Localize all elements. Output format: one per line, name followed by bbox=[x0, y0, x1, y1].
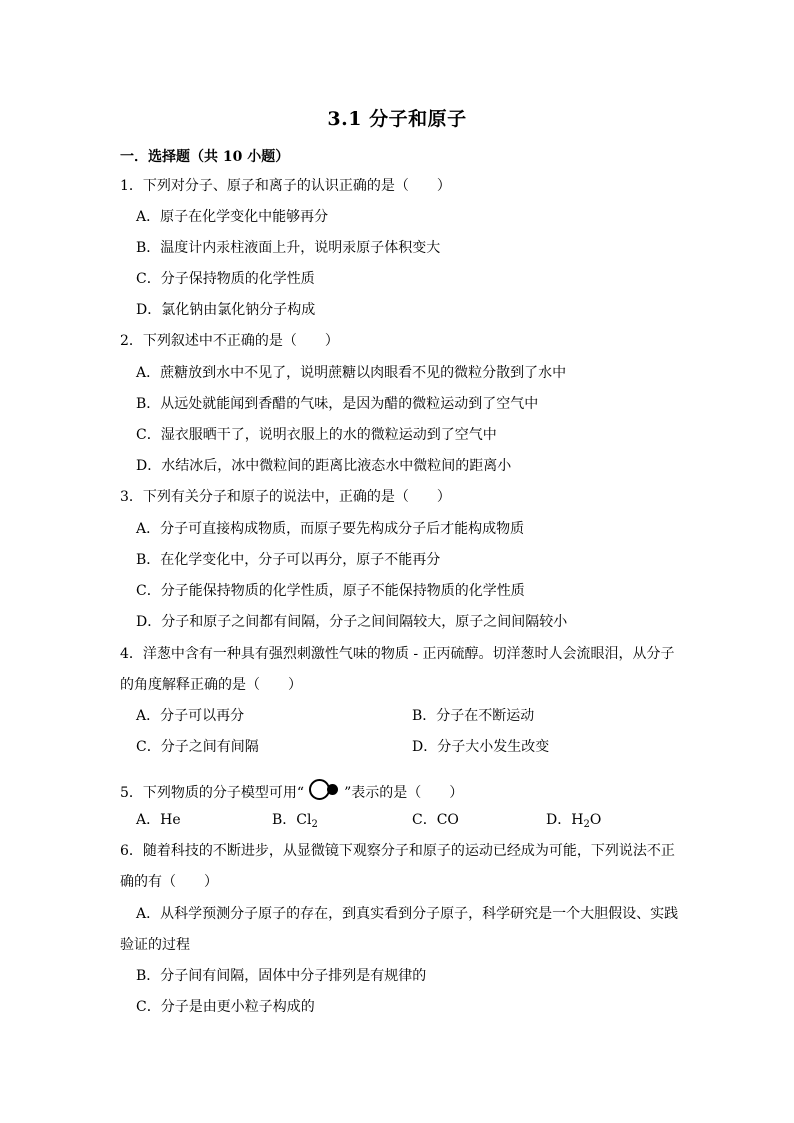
question-5-option-a: A．He bbox=[136, 812, 181, 828]
question-2-option-c: C．湿衣服晒干了，说明衣服上的水的微粒运动到了空气中 bbox=[136, 427, 497, 443]
question-3-option-d: D．分子和原子之间都有间隔，分子之间间隔较大，原子之间间隔较小 bbox=[136, 614, 568, 630]
question-6-option-a-line2: 验证的过程 bbox=[120, 937, 190, 953]
question-6-option-b: B．分子间有间隔，固体中分子排列是有规律的 bbox=[136, 968, 427, 984]
question-5-stem-post: ”表示的是（ ） bbox=[344, 785, 464, 801]
question-1-stem: 1．下列对分子、原子和离子的认识正确的是（ ） bbox=[120, 178, 451, 194]
question-1-option-b: B．温度计内汞柱液面上升，说明汞原子体积变大 bbox=[136, 240, 441, 256]
question-4-option-b: B．分子在不断运动 bbox=[412, 708, 535, 724]
question-3-option-c: C．分子能保持物质的化学性质，原子不能保持物质的化学性质 bbox=[136, 583, 525, 599]
question-2-option-b: B．从远处就能闻到香醋的气味，是因为醋的微粒运动到了空气中 bbox=[136, 396, 539, 412]
question-4-option-c: C．分子之间有间隔 bbox=[136, 739, 259, 755]
question-5-option-c: C．CO bbox=[412, 812, 459, 828]
question-4-option-d: D．分子大小发生改变 bbox=[412, 739, 550, 755]
question-3-stem: 3．下列有关分子和原子的说法中，正确的是（ ） bbox=[120, 489, 451, 505]
section-heading: 一．选择题（共 10 小题） bbox=[120, 149, 290, 165]
question-2-stem: 2．下列叙述中不正确的是（ ） bbox=[120, 333, 339, 349]
question-1-option-a: A．原子在化学变化中能够再分 bbox=[136, 209, 329, 225]
question-3-option-a: A．分子可直接构成物质，而原子要先构成分子后才能构成物质 bbox=[136, 521, 525, 537]
question-2-option-d: D．水结冰后，冰中微粒间的距离比液态水中微粒间的距离小 bbox=[136, 458, 512, 474]
question-5-stem-pre: 5．下列物质的分子模型可用“ bbox=[120, 785, 305, 801]
question-5-option-d: D．$H_2O$ bbox=[546, 812, 602, 830]
page-title: 3.1 分子和原子 bbox=[327, 108, 467, 130]
question-6-option-a-line1: A．从科学预测分子原子的存在，到真实看到分子原子，科学研究是一个大胆假设、实践 bbox=[136, 906, 679, 922]
question-1-option-d: D．氯化钠由氯化钠分子构成 bbox=[136, 302, 316, 318]
question-3-option-b: B．在化学变化中，分子可以再分，原子不能再分 bbox=[136, 552, 441, 568]
question-6-stem-line1: 6．随着科技的不断进步，从显微镜下观察分子和原子的运动已经成为可能，下列说法不正 bbox=[120, 843, 675, 859]
question-4-stem-line2: 的角度解释正确的是（ ） bbox=[120, 677, 302, 693]
question-1-option-c: C．分子保持物质的化学性质 bbox=[136, 271, 315, 287]
question-5-option-b: B．$Cl_2$ bbox=[272, 812, 318, 830]
question-5-stem bbox=[120, 779, 463, 802]
molecule-model-icon bbox=[306, 779, 342, 801]
question-4-stem-line1: 4．洋葱中含有一种具有强烈刺激性气味的物质 - 正丙硫醇。切洋葱时人会流眼泪，从分子 bbox=[120, 646, 675, 662]
question-6-stem-line2: 确的有（ ） bbox=[120, 874, 218, 890]
question-2-option-a: A．蔗糖放到水中不见了，说明蔗糖以肉眼看不见的微粒分散到了水中 bbox=[136, 365, 567, 381]
question-4-option-a: A．分子可以再分 bbox=[136, 708, 245, 724]
question-6-option-c: C．分子是由更小粒子构成的 bbox=[136, 999, 315, 1015]
